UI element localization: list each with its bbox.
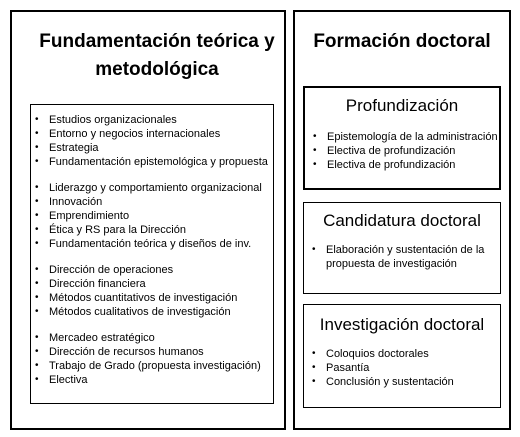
course-item: • Ética y RS para la Dirección [31,223,273,237]
course-group-4 [31,331,273,387]
course-item: • Innovación [31,195,273,209]
course-item: • Métodos cuantitativos de investigación [31,291,273,305]
fundamentacion-title-line1: Fundamentación teórica y [39,31,275,52]
profundizacion-item: • Electiva de profundización [309,144,498,158]
candidatura-title: Candidatura doctoral [323,211,481,230]
profundizacion-list [309,130,498,172]
course-item: • Dirección de operaciones [31,263,273,277]
investigacion-item: • Pasantía [308,361,454,375]
course-item: • Liderazgo y comportamiento organizacional [31,181,273,195]
course-item: • Estudios organizacionales [31,113,273,127]
profundizacion-title: Profundización [345,96,459,115]
fundamentacion-title [32,28,282,84]
course-item: • Estrategia [31,141,273,155]
course-item: • Emprendimiento [31,209,273,223]
course-group-3 [31,263,273,319]
fundamentacion-panel [10,10,286,430]
investigacion-box [303,304,501,408]
fundamentacion-title-line2: metodológica [95,59,219,80]
fundamentacion-course-box [30,104,274,404]
profundizacion-box [303,86,501,190]
formacion-doctoral-title: Formación doctoral [313,31,491,52]
course-item: • Entorno y negocios internacionales [31,127,273,141]
investigacion-item: • Conclusión y sustentación [308,375,454,389]
candidatura-box [303,202,501,294]
course-item: • Fundamentación epistemológica y propuesta [31,155,273,169]
investigacion-list [308,347,454,389]
profundizacion-item: • Electiva de profundización [309,158,498,172]
candidatura-item: • Elaboración y sustentación de la propuesta de investigación [308,243,494,271]
course-item: • Electiva [31,373,273,387]
course-item: • Fundamentación teórica y diseños de inv. [31,237,273,251]
investigacion-title: Investigación doctoral [319,315,485,334]
course-item: • Trabajo de Grado (propuesta investigación) [31,359,273,373]
course-item: • Dirección de recursos humanos [31,345,273,359]
course-item: • Dirección financiera [31,277,273,291]
course-item: • Métodos cualitativos de investigación [31,305,273,319]
candidatura-list [308,243,494,271]
course-item: • Mercadeo estratégico [31,331,273,345]
profundizacion-item: • Epistemología de la administración [309,130,498,144]
investigacion-item: • Coloquios doctorales [308,347,454,361]
course-group-2 [31,181,273,251]
formacion-doctoral-panel [293,10,511,430]
course-group-1 [31,113,273,169]
